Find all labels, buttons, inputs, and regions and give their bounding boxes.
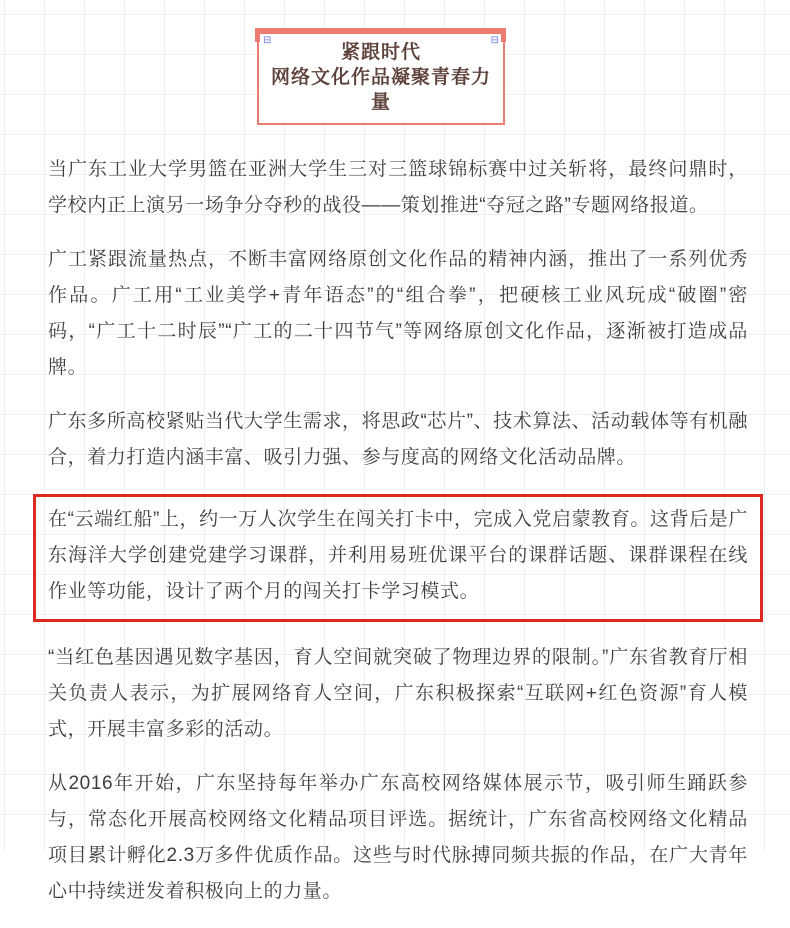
paragraph-6: 从2016年开始，广东坚持每年举办广东高校网络媒体展示节，吸引师生踊跃参与，常态化开展高校网络文化精品项目评选。据统计，广东省高校网络文化精品项目累计孵化2.3万多件优质作品。这些与时代脉搏同频共振的作品，在广大青年心中持续迸发着积极向上的力量。 xyxy=(48,773,748,902)
anchor-icon-right: ⊟ xyxy=(490,35,499,46)
paragraph-3: 广东多所高校紧贴当代大学生需求，将思政“芯片”、技术算法、活动载体等有机融合，着力打造内涵丰富、吸引力强、参与度高的网络文化活动品牌。 xyxy=(48,411,748,468)
paragraph-5: “当红色基因遇见数字基因，育人空间就突破了物理边界的限制。”广东省教育厅相关负责人表示，为扩展网络育人空间，广东积极探索“互联网+红色资源”育人模式，开展丰富多彩的活动。 xyxy=(48,647,748,740)
article-body xyxy=(0,128,790,928)
article-title-line-2: 网络文化作品凝聚青春力量 xyxy=(270,67,491,113)
paragraph-1: 当广东工业大学男篮在亚洲大学生三对三篮球锦标赛中过关斩将，最终问鼎时，学校内正上演另一场争分夺秒的战役——策划推进“夺冠之路”专题网络报道。 xyxy=(48,159,748,216)
anchor-icon-left: ⊟ xyxy=(263,35,272,46)
article-title-card xyxy=(257,28,505,125)
article-title-line-1: 紧跟时代 xyxy=(340,42,421,63)
paragraph-4-highlighted: 在“云端红船”上，约一万人次学生在闯关打卡中，完成入党启蒙教育。这背后是广东海洋大学创建党建学习课群，并利用易班优课平台的课群话题、课群课程在线作业等功能，设计了两个月的闯关打卡学习模式。 xyxy=(48,509,748,602)
paragraph-2: 广工紧跟流量热点，不断丰富网络原创文化作品的精神内涵，推出了一系列优秀作品。广工用“工业美学+青年语态”的“组合拳”，把硬核工业风玩成“破圈”密码，“广工十二时辰”“广工的二十四节气”等网络原创文化作品，逐渐被打造成品牌。 xyxy=(48,249,748,378)
highlight-box xyxy=(33,494,763,622)
